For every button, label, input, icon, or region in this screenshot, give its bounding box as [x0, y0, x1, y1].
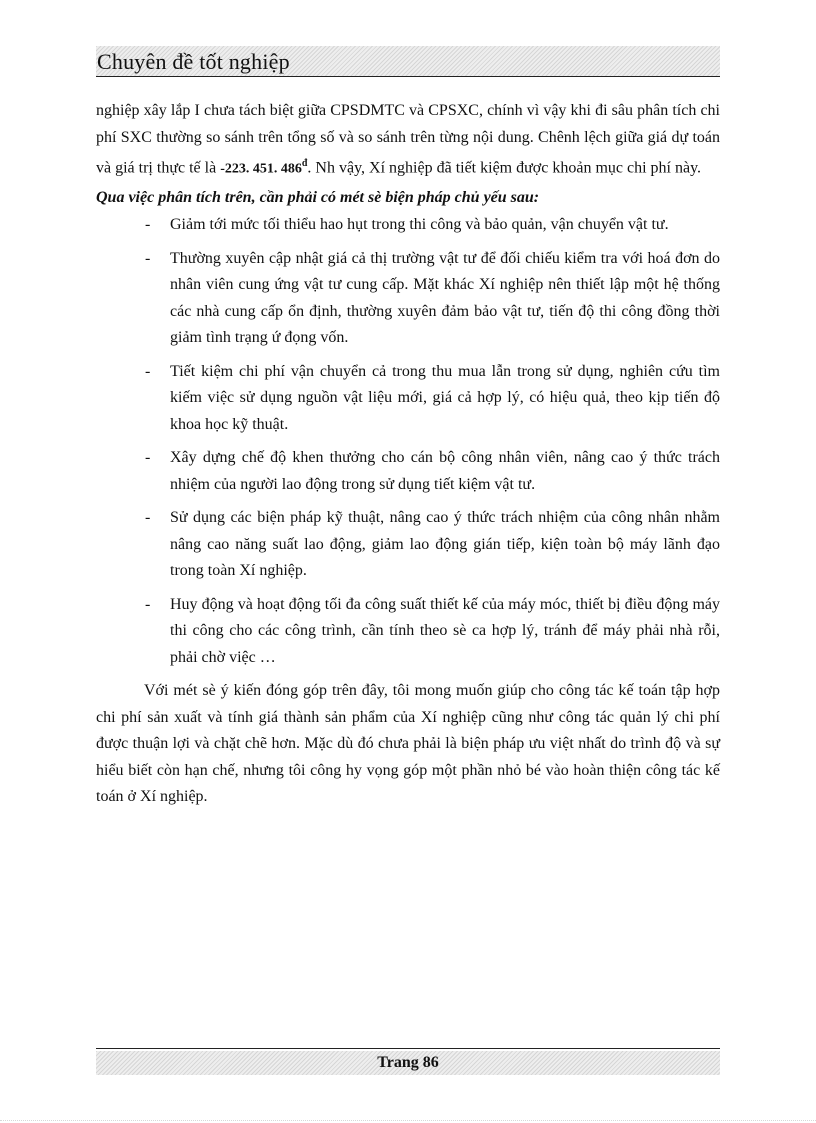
list-item-text: Sử dụng các biện pháp kỹ thuật, nâng cao ý thức trách nhiệm của công nhân nhằm nâng cao năng suất lao động, giảm lao động gián tiếp, kiện toàn bộ máy lãnh đạo trong toàn Xí nghiệp.	[170, 509, 720, 580]
variance-amount: -223. 451. 486	[220, 161, 302, 177]
bullet-dash: -	[145, 595, 151, 613]
list-item	[96, 445, 720, 498]
bullet-dash: -	[145, 249, 151, 267]
conclusion-paragraph: Với mét sè ý kiến đóng góp trên đây, tôi mong muốn giúp cho công tác kế toán tập hợp chi phí sản xuất và tính giá thành sản phẩm của Xí nghiệp cũng như công tác quản lý chi phí được thuận lợi và chặt chẽ hơn. Mặc dù đó chưa phải là biện pháp ưu việt nhất do trình độ và sự hiểu biết còn hạn chế, nhưng tôi công hy vọng góp một phần nhỏ bé vào hoàn thiện công tác kế toán ở Xí nghiệp.	[96, 682, 720, 806]
page-footer	[96, 1051, 720, 1075]
intro-text-end: . Nh vậy, Xí nghiệp đã tiết kiệm được khoản mục chi phí này.	[307, 159, 702, 177]
list-item-text: Xây dựng chế độ khen thưởng cho cán bộ công nhân viên, nâng cao ý thức trách nhiệm của người lao động trong sử dụng tiết kiệm vật tư.	[170, 449, 720, 493]
bullet-dash: -	[145, 449, 151, 467]
list-item-text: Giảm tới mức tối thiểu hao hụt trong thi công và bảo quản, vận chuyển vật tư.	[170, 216, 669, 234]
list-item-text: Huy động và hoạt động tối đa công suất thiết kế của máy móc, thiết bị điều động máy thi công cho các công trình, cần tính theo sè ca hợp lý, tránh để máy phải nhà rỗi, phải chờ việc …	[170, 595, 720, 666]
list-item	[96, 592, 720, 672]
document-body	[96, 98, 720, 811]
list-item	[96, 359, 720, 439]
list-item	[96, 246, 720, 352]
header-title: Chuyên đề tốt nghiệp	[97, 49, 290, 74]
measures-list	[96, 212, 720, 671]
intro-text: nghiệp xây lắp I chưa tách biệt giữa CPSDMTC và CPSXC, chính vì vậy khi đi sâu phân tích chi phí SXC thường so sánh trên tổng số và so sánh trên từng nội dung. Chênh lệch giữa giá dự toán và giá trị thực tế là	[96, 102, 720, 177]
page-number: Trang 86	[377, 1054, 439, 1071]
list-item	[96, 212, 720, 239]
bullet-dash: -	[145, 362, 151, 380]
currency-suffix: đ	[301, 158, 308, 169]
intro-paragraph	[96, 98, 720, 183]
section-subheading: Qua việc phân tích trên, cần phải có mét sè biện pháp chủ yếu sau:	[96, 188, 540, 206]
bullet-dash: -	[145, 216, 151, 234]
list-item	[96, 505, 720, 585]
footer-rule	[96, 1048, 720, 1049]
list-item-text: Thường xuyên cập nhật giá cả thị trường vật tư để đối chiếu kiểm tra với hoá đơn do nhân viên cung ứng vật tư cung cấp. Mặt khác Xí nghiệp nên thiết lập một hệ thống các nhà cung cấp ổn định, thường xuyên đảm bảo vật tư, tiến độ thi công đồng thời giảm tình trạng ứ đọng vốn.	[170, 249, 720, 347]
page-header	[96, 46, 720, 77]
page-edge-divider	[0, 1120, 816, 1121]
bullet-dash: -	[145, 509, 151, 527]
list-item-text: Tiết kiệm chi phí vận chuyển cả trong thu mua lẫn trong sử dụng, nghiên cứu tìm kiếm việc sử dụng nguồn vật liệu mới, giá cả hợp lý, có hiệu quả, theo kịp tiến độ khoa học kỹ thuật.	[170, 362, 720, 433]
